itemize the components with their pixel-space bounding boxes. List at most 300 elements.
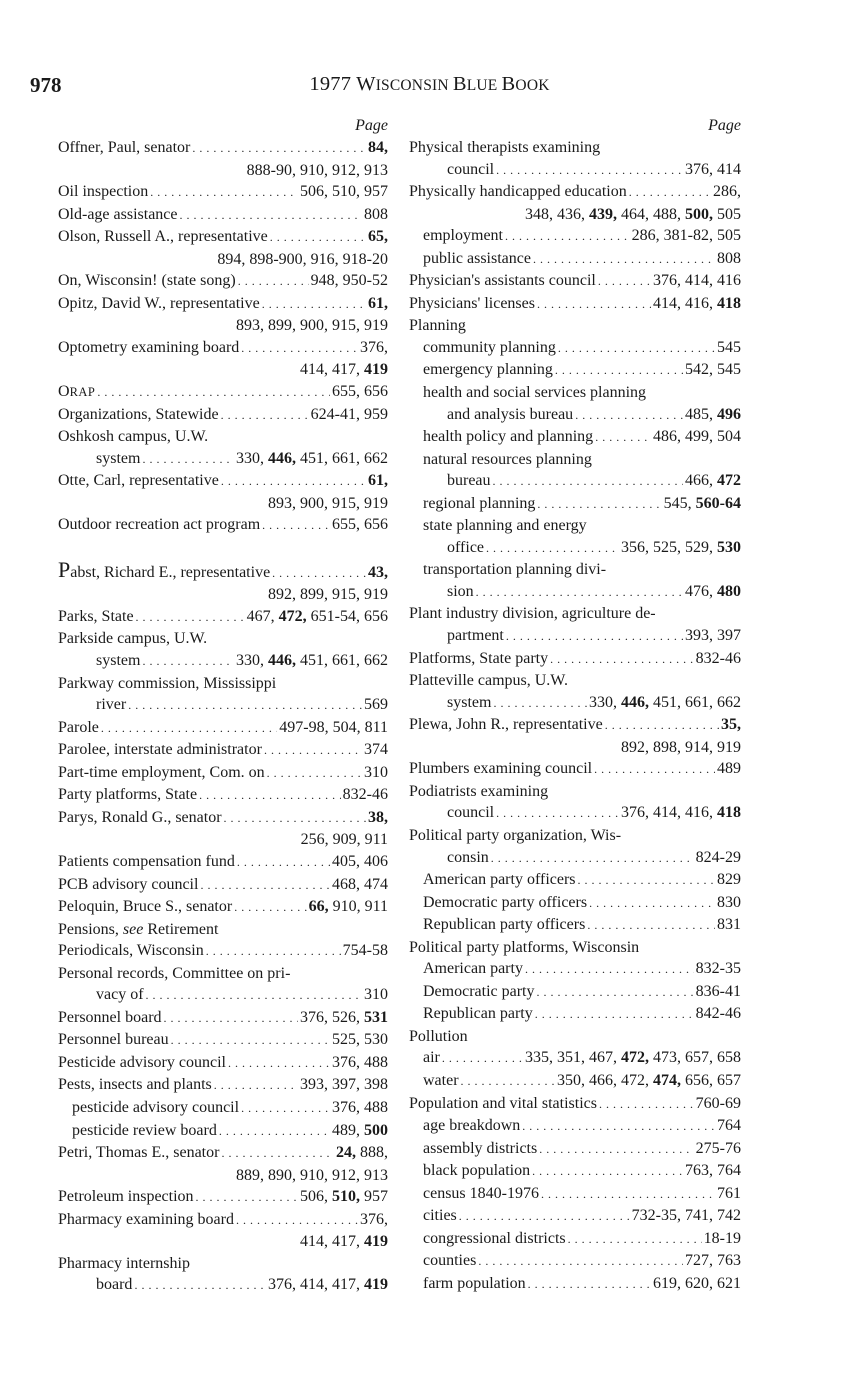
entry-term: water xyxy=(423,1071,459,1089)
entry-initial: P xyxy=(58,556,71,582)
entry-term: Parks, State xyxy=(58,607,134,625)
entry-term: Parkway commission, Mississippi xyxy=(58,674,277,692)
page-ref: 24, xyxy=(336,1144,356,1162)
page-ref: 350, 466, 472, xyxy=(557,1071,653,1089)
entry-term: Oshkosh campus, U.W. xyxy=(58,428,209,446)
index-entry xyxy=(409,1115,741,1138)
index-entry xyxy=(58,784,388,807)
page-ref: 310 xyxy=(364,763,388,781)
page-ref: 466, xyxy=(685,472,717,490)
index-entry xyxy=(409,426,741,449)
see-reference: see xyxy=(122,920,144,938)
entry-term-text: Pensions, xyxy=(58,920,123,938)
entry-term: emergency planning xyxy=(423,361,553,379)
dot-leader xyxy=(486,538,619,560)
dot-leader xyxy=(196,1187,298,1209)
page-refs xyxy=(653,293,741,315)
page-refs xyxy=(653,270,741,292)
page-ref: 376, xyxy=(360,1210,388,1228)
continuation-refs xyxy=(409,737,741,759)
page-refs xyxy=(621,537,741,559)
entry-term: Oil inspection xyxy=(58,183,149,201)
entry-term: community planning xyxy=(423,338,556,356)
page-refs xyxy=(717,248,741,270)
index-entry xyxy=(409,315,741,337)
entry-term: Pollution xyxy=(409,1027,468,1045)
page-refs xyxy=(621,802,741,824)
dot-leader xyxy=(234,897,306,919)
page-ref: 38, xyxy=(368,808,388,826)
index-entry xyxy=(409,937,741,959)
running-head-part: OOK xyxy=(515,77,550,94)
page-ref: 414, 417, xyxy=(300,1233,364,1251)
dot-leader xyxy=(199,785,341,807)
dot-leader xyxy=(219,1121,330,1143)
dot-leader xyxy=(221,405,309,427)
page-refs xyxy=(685,581,741,603)
page-refs xyxy=(360,337,388,359)
entry-term: Physically handicapped education xyxy=(409,183,627,201)
index-entry xyxy=(409,470,741,493)
page-ref: 414, 417, xyxy=(300,361,364,379)
index-entry xyxy=(58,514,388,537)
column-heading: Page xyxy=(708,117,741,134)
page-ref: 439, xyxy=(589,205,617,223)
page-refs xyxy=(364,204,388,226)
index-entry xyxy=(409,802,741,825)
index-entry xyxy=(58,293,388,316)
entry-term: Plewa, John R., representative xyxy=(409,716,603,734)
page-refs xyxy=(268,1274,388,1296)
dot-leader xyxy=(595,427,651,449)
page-ref: 376, 488 xyxy=(332,1098,388,1116)
page-refs xyxy=(696,981,741,1003)
entry-term: Democratic party officers xyxy=(423,893,588,911)
entry-term: state planning and energy xyxy=(423,517,587,535)
entry-term: assembly districts xyxy=(423,1139,538,1157)
page-ref: 510, xyxy=(332,1188,360,1206)
page-ref: 893, 899, 900, 915, 919 xyxy=(236,317,388,335)
dot-leader xyxy=(236,1210,358,1232)
entry-term: Physical therapists examining xyxy=(409,139,601,156)
page-ref: 808 xyxy=(717,249,741,267)
entry-term: Organizations, Statewide xyxy=(58,405,219,423)
dot-leader xyxy=(461,1071,555,1093)
page-refs xyxy=(332,874,388,896)
page-ref: 624-41, 959 xyxy=(310,405,388,423)
page-refs xyxy=(236,650,388,672)
page-ref: 655, 656 xyxy=(332,516,388,534)
page-ref: 84, xyxy=(368,139,388,156)
page-ref: 356, 525, 529, xyxy=(621,538,717,556)
index-entry xyxy=(58,404,388,427)
page-ref: 655, 656 xyxy=(332,383,388,401)
entry-term: age breakdown xyxy=(423,1117,521,1135)
page-ref: 451, 661, 662 xyxy=(649,693,741,711)
dot-leader xyxy=(589,893,715,915)
entry-term: Outdoor recreation act program xyxy=(58,516,261,534)
dot-leader xyxy=(533,249,715,271)
dot-leader xyxy=(192,138,366,160)
page-refs xyxy=(236,448,388,470)
entry-term: Personnel bureau xyxy=(58,1031,169,1049)
page-refs xyxy=(364,739,388,761)
dot-leader xyxy=(164,1008,298,1030)
dot-leader xyxy=(525,959,694,981)
dot-leader xyxy=(478,1251,683,1273)
index-entry xyxy=(409,892,741,915)
index-entry xyxy=(409,847,741,870)
page-ref: 256, 909, 911 xyxy=(300,831,388,849)
index-entry xyxy=(409,137,741,159)
page-ref: 893, 900, 915, 919 xyxy=(268,494,388,512)
page-refs xyxy=(332,1097,388,1119)
page-ref: 500 xyxy=(364,1121,388,1139)
page-refs xyxy=(300,1007,388,1029)
page-ref: 889, 890, 910, 912, 913 xyxy=(236,1166,388,1184)
entry-term: farm population xyxy=(423,1274,526,1292)
dot-leader xyxy=(528,1274,651,1296)
index-entry xyxy=(58,448,388,471)
page-ref: 525, 530 xyxy=(332,1031,388,1049)
index-entry xyxy=(58,739,388,762)
page-ref: 489, xyxy=(332,1121,364,1139)
page-ref: 467, xyxy=(246,607,279,625)
page-ref: 727, 763 xyxy=(685,1252,741,1270)
index-entry xyxy=(409,270,741,293)
index-entry xyxy=(58,650,388,673)
dot-leader xyxy=(598,271,651,293)
entry-term: Population and vital statistics xyxy=(409,1094,597,1112)
index-entry xyxy=(58,1120,388,1143)
dot-leader xyxy=(221,471,366,493)
page-refs xyxy=(300,1186,388,1208)
dot-leader xyxy=(262,515,330,537)
index-entry xyxy=(409,449,741,471)
page-refs xyxy=(364,984,388,1006)
dot-leader xyxy=(142,449,234,471)
entry-term: congressional districts xyxy=(423,1229,566,1247)
entry-term: air xyxy=(423,1049,440,1067)
entry-term: Republican party xyxy=(423,1005,533,1023)
page-ref: 376, xyxy=(360,338,388,356)
dot-leader xyxy=(171,1030,330,1052)
index-entry xyxy=(58,1097,388,1120)
index-entry xyxy=(409,958,741,981)
dot-leader xyxy=(459,1206,630,1228)
page-ref: 910, 911 xyxy=(328,898,388,916)
page-refs xyxy=(685,470,741,492)
page-refs xyxy=(368,562,388,584)
page-ref: 376, 526, xyxy=(300,1008,364,1026)
page-refs xyxy=(368,470,388,492)
index-entry xyxy=(58,1186,388,1209)
index-entry xyxy=(409,670,741,692)
page-refs xyxy=(685,159,741,181)
page-number: 978 xyxy=(30,73,62,97)
dot-leader xyxy=(496,160,683,182)
index-entry xyxy=(58,1274,388,1297)
page-refs xyxy=(685,404,741,426)
index-column-right xyxy=(409,114,741,1295)
index-entry xyxy=(409,825,741,847)
index-entry xyxy=(58,137,388,160)
page-ref: 732-35, 741, 742 xyxy=(631,1207,741,1225)
entry-term: Otte, Carl, representative xyxy=(58,472,219,490)
entry-term: employment xyxy=(423,227,503,245)
dot-leader xyxy=(505,226,630,248)
page-ref: 754-58 xyxy=(342,942,388,960)
page-refs xyxy=(717,869,741,891)
entry-initial: O xyxy=(58,383,70,401)
page-ref: 948, 950-52 xyxy=(310,272,388,290)
index-entry xyxy=(58,984,388,1007)
page-refs xyxy=(525,1047,741,1069)
page-ref: 473, 657, 658 xyxy=(649,1049,741,1067)
page-refs xyxy=(696,958,741,980)
entry-term: Political party platforms, Wisconsin xyxy=(409,938,640,956)
dot-leader xyxy=(532,1161,683,1183)
page-refs xyxy=(332,381,388,403)
dot-leader xyxy=(605,715,719,737)
page-ref: 286, xyxy=(713,183,741,201)
index-entry xyxy=(58,337,388,360)
entry-term: PCB advisory council xyxy=(58,875,199,893)
dot-leader xyxy=(594,759,715,781)
entry-term-rest: RAP xyxy=(69,385,96,400)
dot-leader xyxy=(537,294,651,316)
page-ref: 832-46 xyxy=(342,786,388,804)
dot-leader xyxy=(550,649,694,671)
dot-leader xyxy=(267,763,362,785)
entry-term: and analysis bureau xyxy=(447,405,574,423)
index-entry xyxy=(58,896,388,919)
dot-leader xyxy=(506,626,683,648)
page-ref: 892, 898, 914, 919 xyxy=(621,738,741,756)
page-ref: 376, 414, 417, xyxy=(268,1276,364,1294)
page-refs xyxy=(300,181,388,203)
entry-term: office xyxy=(447,538,485,556)
entry-term: Parole xyxy=(58,718,99,736)
continuation-refs xyxy=(58,829,388,851)
page-ref: 485, xyxy=(685,405,717,423)
page-refs xyxy=(704,1228,741,1250)
dot-leader xyxy=(575,405,683,427)
dot-leader xyxy=(200,875,330,897)
index-entry xyxy=(58,1074,388,1097)
continuation-refs xyxy=(58,1165,388,1187)
page-ref: 376, 414, 416, xyxy=(621,804,717,822)
index-entry xyxy=(409,781,741,803)
entry-term: Party platforms, State xyxy=(58,786,198,804)
dot-leader xyxy=(128,695,362,717)
index-entry xyxy=(409,537,741,560)
entry-term: Democratic party xyxy=(423,982,535,1000)
dot-leader xyxy=(493,471,683,493)
page-refs xyxy=(309,896,388,918)
entry-term: Old-age assistance xyxy=(58,205,178,223)
page-refs xyxy=(717,914,741,936)
entry-term: system xyxy=(96,449,141,467)
page-refs xyxy=(343,784,388,806)
entry-term: Plumbers examining council xyxy=(409,760,593,778)
index-entry xyxy=(58,606,388,629)
dot-leader xyxy=(535,1004,694,1026)
entry-term: counties xyxy=(423,1252,477,1270)
index-entry xyxy=(409,1093,741,1116)
page-refs xyxy=(653,426,741,448)
index-entry xyxy=(409,648,741,671)
entry-term: public assistance xyxy=(423,249,531,267)
entry-term: cities xyxy=(423,1207,457,1225)
entry-term: Periodicals, Wisconsin xyxy=(58,942,204,960)
entry-term: Platteville campus, U.W. xyxy=(409,672,568,690)
index-entry xyxy=(409,359,741,382)
page-ref: 569 xyxy=(364,696,388,714)
dot-leader xyxy=(476,582,683,604)
page-ref: 393, 397, 398 xyxy=(300,1076,388,1094)
index-entry xyxy=(58,181,388,204)
page-ref: 832-35 xyxy=(695,960,741,978)
page-refs xyxy=(247,606,388,628)
continuation-refs xyxy=(409,204,741,226)
index-entry xyxy=(58,874,388,897)
dot-leader xyxy=(142,651,234,673)
page-ref: 43, xyxy=(368,563,388,581)
index-entry xyxy=(409,382,741,404)
page-ref: 376, 414, 416 xyxy=(653,272,741,290)
page-ref: 829 xyxy=(717,871,741,889)
dot-leader xyxy=(587,915,715,937)
running-head-part: ISCONSIN xyxy=(375,77,453,94)
entry-term: Parolee, interstate administrator xyxy=(58,741,262,759)
page-ref: 65, xyxy=(368,228,388,246)
page-ref: 497-98, 504, 811 xyxy=(279,718,388,736)
index-entry xyxy=(58,628,388,650)
page-ref: 894, 898-900, 916, 918-20 xyxy=(217,250,388,268)
page-ref: 531 xyxy=(364,1008,388,1026)
page-refs xyxy=(632,1205,741,1227)
dot-leader xyxy=(541,1184,715,1206)
index-entry xyxy=(409,1228,741,1251)
page-refs xyxy=(332,514,388,536)
page-refs xyxy=(632,225,741,247)
index-entry xyxy=(409,714,741,737)
page-ref: 824-29 xyxy=(695,848,741,866)
dot-leader xyxy=(206,941,341,963)
index-entry xyxy=(58,673,388,695)
page-refs xyxy=(713,181,741,203)
page-ref: 892, 899, 915, 919 xyxy=(268,586,388,604)
dot-leader xyxy=(522,1116,715,1138)
page-refs xyxy=(589,692,741,714)
page-ref: 335, 351, 467, xyxy=(525,1049,621,1067)
index-entry xyxy=(409,1250,741,1273)
page-refs xyxy=(311,404,388,426)
page-ref: 414, 416, xyxy=(653,294,717,312)
entry-term-rest: abst, Richard E., representative xyxy=(70,563,271,581)
page-ref: 480 xyxy=(717,582,741,600)
page-ref: 310 xyxy=(364,986,388,1004)
index-entry xyxy=(409,981,741,1004)
dot-leader xyxy=(228,1053,330,1075)
entry-term: Political party organization, Wis- xyxy=(409,826,622,844)
index-entry xyxy=(58,963,388,985)
page-refs xyxy=(717,1115,741,1137)
page-refs xyxy=(332,1120,388,1142)
page-refs xyxy=(300,1074,388,1096)
page-refs xyxy=(332,1052,388,1074)
index-entry xyxy=(409,493,741,516)
page-refs xyxy=(364,762,388,784)
page-ref: 888-90, 910, 912, 913 xyxy=(246,161,388,179)
entry-term: Petroleum inspection xyxy=(58,1188,194,1206)
dot-leader xyxy=(270,227,366,249)
entry-list xyxy=(58,137,388,1297)
entry-term: Planning xyxy=(409,317,466,335)
entry-term: Physician's assistants council xyxy=(409,272,596,290)
page-refs xyxy=(557,1070,741,1092)
page-refs xyxy=(696,1093,741,1115)
entry-term: census 1840-1976 xyxy=(423,1184,539,1202)
index-entry xyxy=(58,717,388,740)
page-refs xyxy=(368,137,388,159)
entry-term: Olson, Russell A., representative xyxy=(58,228,268,246)
page-ref: 419 xyxy=(364,1276,388,1294)
page-ref: 330, xyxy=(236,449,268,467)
index-entry xyxy=(409,869,741,892)
page-ref: 18-19 xyxy=(703,1229,741,1247)
entry-term: vacy of xyxy=(96,986,144,1004)
page-ref: 763, 764 xyxy=(685,1162,741,1180)
entry-term: Petri, Thomas E., senator xyxy=(58,1144,220,1162)
index-entry xyxy=(58,470,388,493)
index-entry xyxy=(409,1273,741,1296)
entry-term: council xyxy=(447,160,495,178)
dot-leader xyxy=(493,693,587,715)
page-ref: 286, 381-82, 505 xyxy=(631,227,741,245)
index-entry xyxy=(409,293,741,316)
dot-leader xyxy=(578,870,715,892)
continuation-refs xyxy=(58,359,388,381)
entry-term xyxy=(58,556,271,584)
dot-leader xyxy=(134,1275,266,1297)
continuation-refs xyxy=(58,1231,388,1253)
page-refs xyxy=(685,625,741,647)
page-ref: 957 xyxy=(360,1188,388,1206)
index-entry xyxy=(409,248,741,271)
dot-leader xyxy=(224,808,366,830)
index-entry xyxy=(409,1138,741,1161)
continuation-refs xyxy=(58,584,388,606)
index-entry xyxy=(58,919,388,941)
entry-term: Offner, Paul, senator xyxy=(58,139,191,156)
page-ref: 530 xyxy=(717,538,741,556)
index-entry xyxy=(58,1142,388,1165)
page-refs xyxy=(332,1029,388,1051)
entry-term: black population xyxy=(423,1162,531,1180)
index-entry xyxy=(58,851,388,874)
entry-term: Pharmacy internship xyxy=(58,1254,190,1272)
page-refs xyxy=(311,270,388,292)
entry-term: On, Wisconsin! (state song) xyxy=(58,272,236,290)
page-refs xyxy=(360,1209,388,1231)
page-ref: 419 xyxy=(364,361,388,379)
page-ref: 348, 436, xyxy=(525,205,589,223)
page-refs xyxy=(717,892,741,914)
index-entry xyxy=(409,515,741,537)
dot-leader xyxy=(539,1139,693,1161)
